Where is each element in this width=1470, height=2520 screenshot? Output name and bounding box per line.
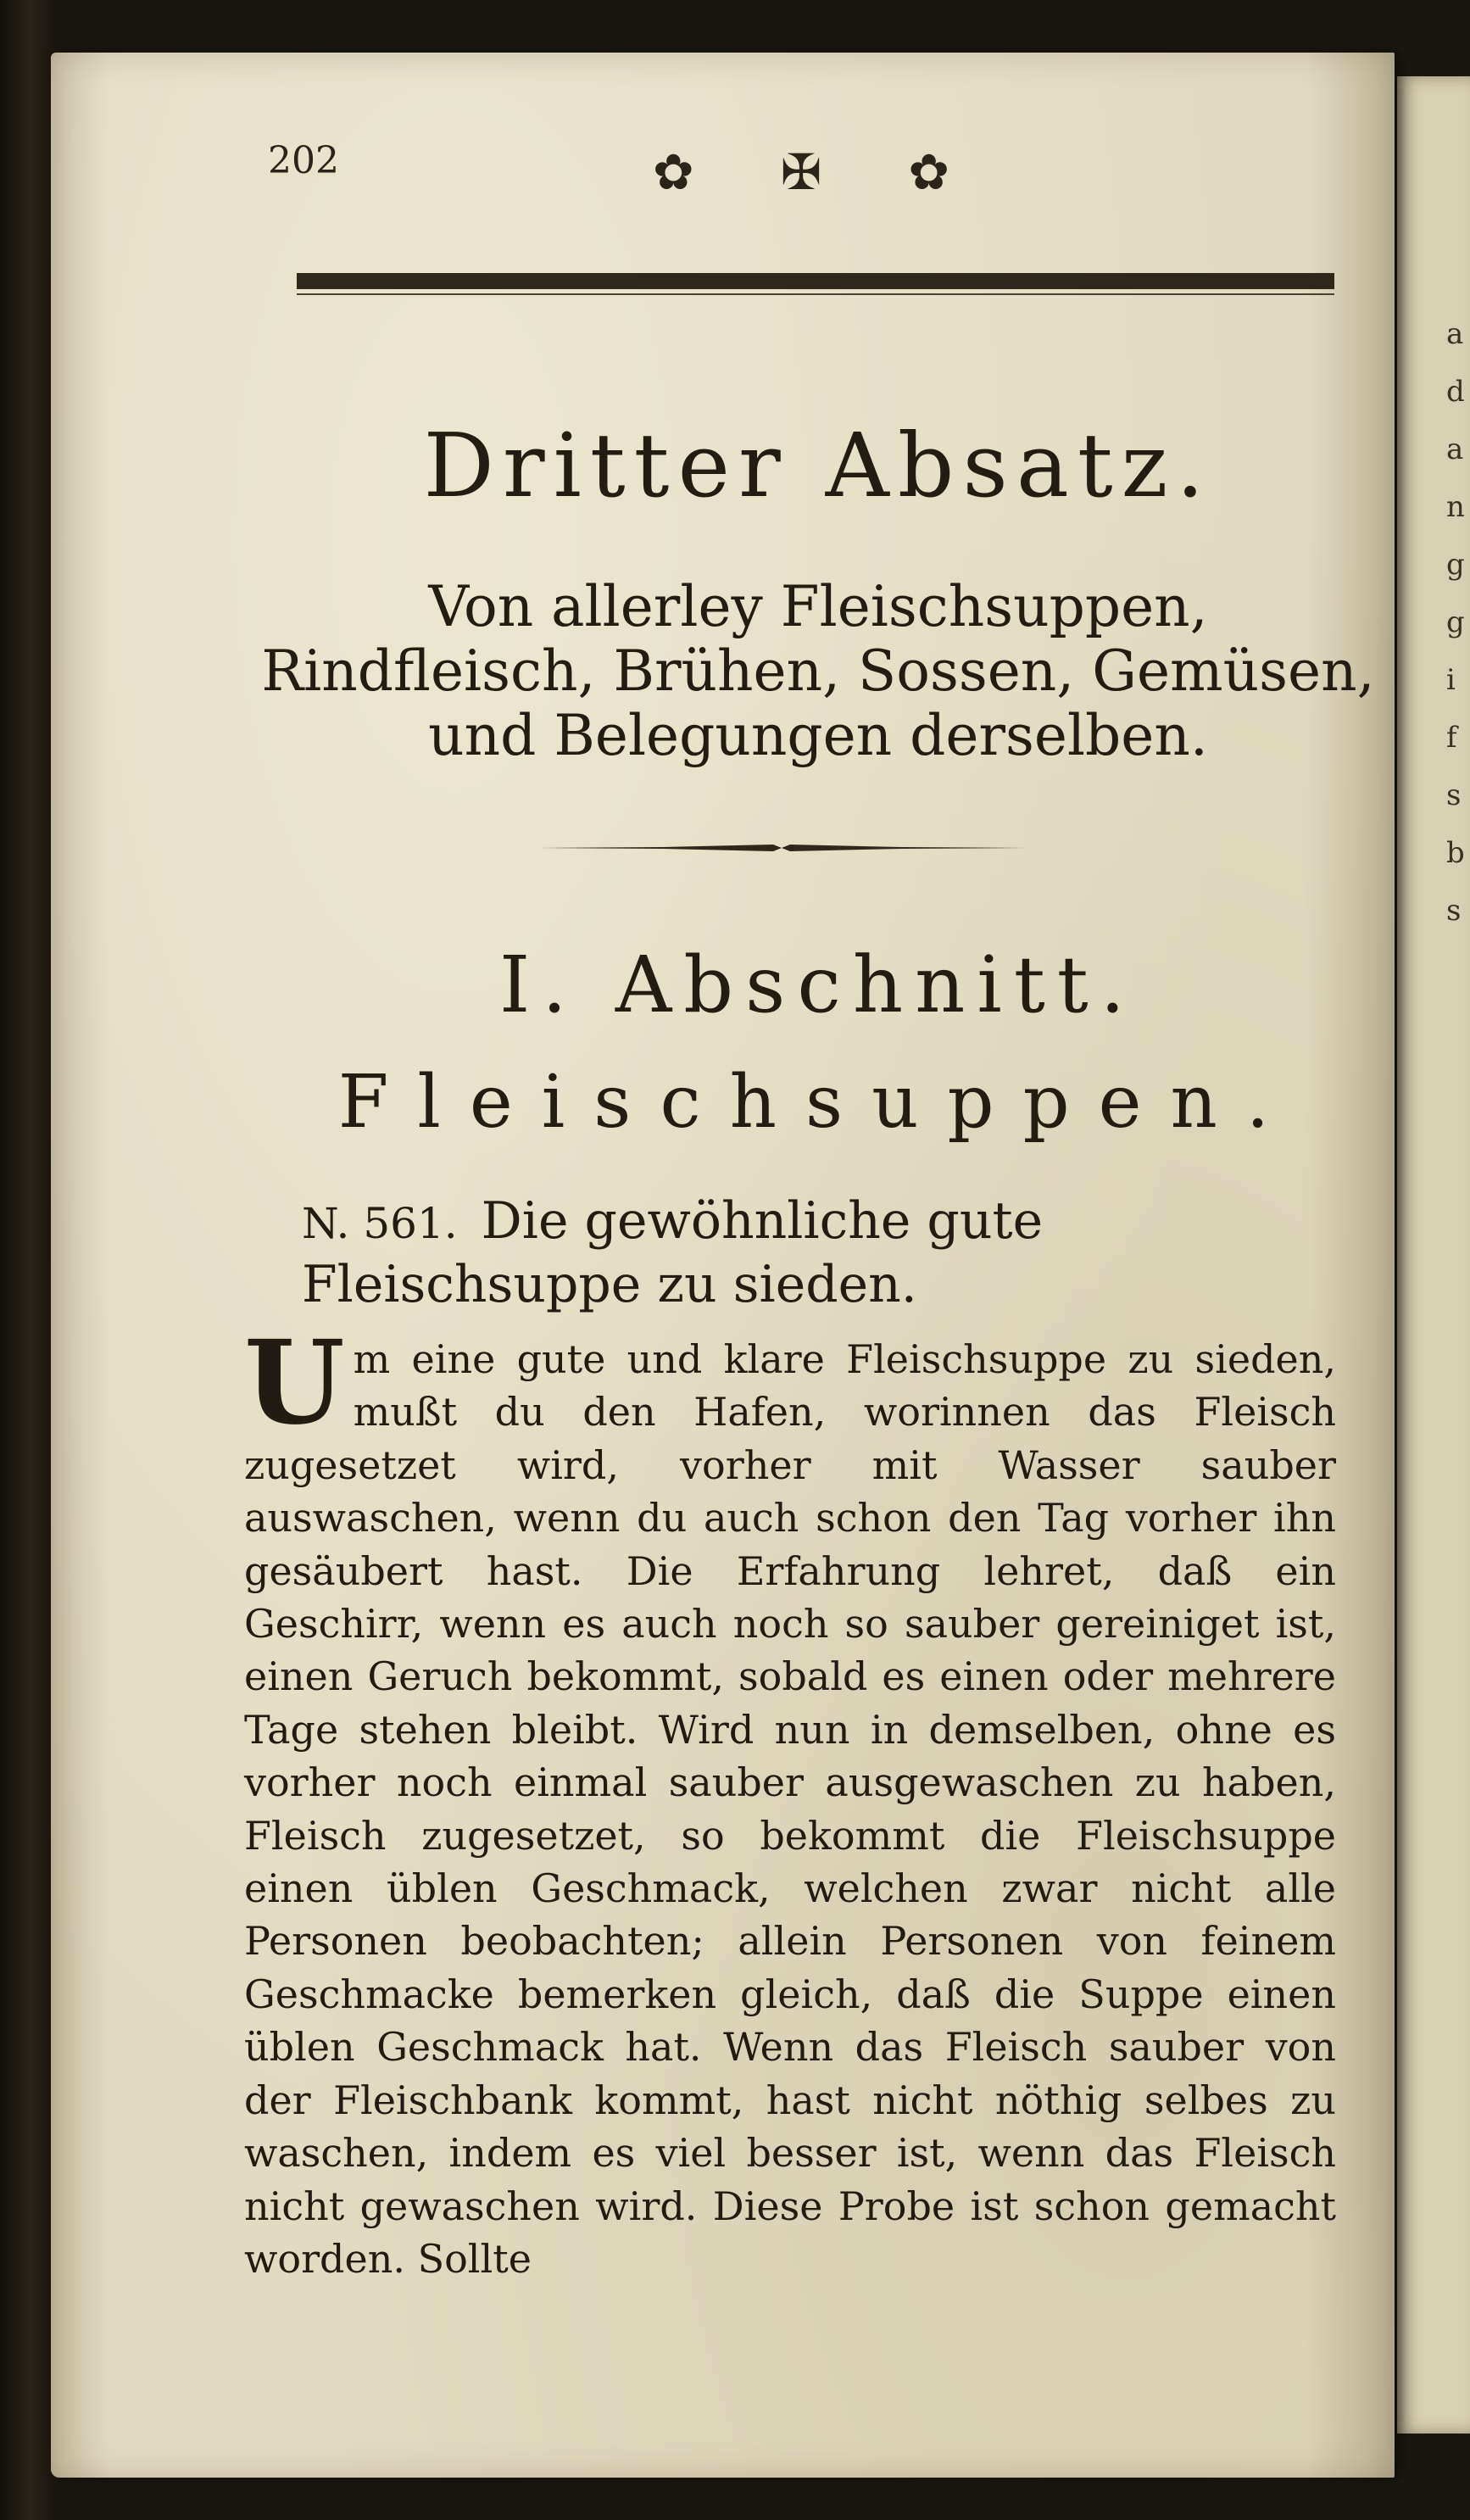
chapter-subtitle: Von allerley Fleischsuppen, Rindfleisch, Brühen, Sossen, Gemüsen, und Belegungen derselben. <box>261 574 1375 768</box>
facing-letter: f <box>1446 721 1457 755</box>
recipe-body <box>244 1315 1336 2285</box>
facing-letter: g <box>1446 605 1465 639</box>
facing-letter: g <box>1446 548 1465 582</box>
facing-letter: b <box>1446 836 1465 870</box>
facing-letter: s <box>1446 778 1462 812</box>
header-rule <box>297 273 1334 289</box>
recipe-title: Die gewöhnliche gute Fleischsuppe zu sieden. <box>302 1191 1044 1314</box>
facing-letter: a <box>1446 317 1464 351</box>
page-number: 202 <box>268 139 339 182</box>
cross-ornament-icon: ✠ <box>780 143 822 201</box>
section-title: Fleischsuppen. <box>337 1060 1299 1145</box>
flower-ornament-icon: ✿ <box>908 143 949 201</box>
facing-letter: s <box>1446 894 1462 928</box>
chapter-title: Dritter Absatz. <box>423 414 1213 517</box>
recipe-body-text: m eine gute und klare Fleischsuppe zu sieden, mußt du den Hafen, worinnen das Fleisch zugesetzet wird, vorher mit Wasser sauber auswaschen, wenn du auch schon den Tag vorher ihn gesäubert hast. Die Erfahrung lehret, daß ein Geschirr, wenn es auch noch so sauber gereiniget ist, einen Geruch bekommt, sobald es einen oder mehrere Tage stehen bleibt. Wird nun in demselben, ohne es vorher noch einmal sauber ausgewaschen zu haben, Fleisch zugesetzet, so bekommt die Fleischsuppe einen üblen Geschmack, welchen zwar nicht alle Personen beobachten; allein Personen von feinem Geschmacke bemerken gleich, daß die Suppe einen üblen Geschmack hat. Wenn das Fleisch sauber von der Fleischbank kommt, hast nicht nöthig selbes zu waschen, indem es viel besser ist, wenn das Fleisch nicht gewaschen wird. Diese Probe ist schon gemacht worden. Sollte <box>244 1336 1336 2282</box>
decorative-divider <box>536 844 1027 852</box>
facing-page-letters <box>1446 305 1470 939</box>
header-ornament <box>653 142 949 202</box>
recipe-heading <box>302 1190 1345 1315</box>
drop-cap: U <box>244 1315 345 1451</box>
section-number: I. Abschnitt. <box>498 939 1137 1030</box>
facing-letter: d <box>1446 375 1465 409</box>
header-rule-fine <box>297 293 1334 295</box>
facing-letter: i <box>1446 663 1456 697</box>
flower-ornament-icon: ✿ <box>653 143 694 201</box>
facing-letter: a <box>1446 432 1464 466</box>
facing-letter: n <box>1446 490 1465 524</box>
recipe-number: N. 561. <box>302 1199 458 1248</box>
